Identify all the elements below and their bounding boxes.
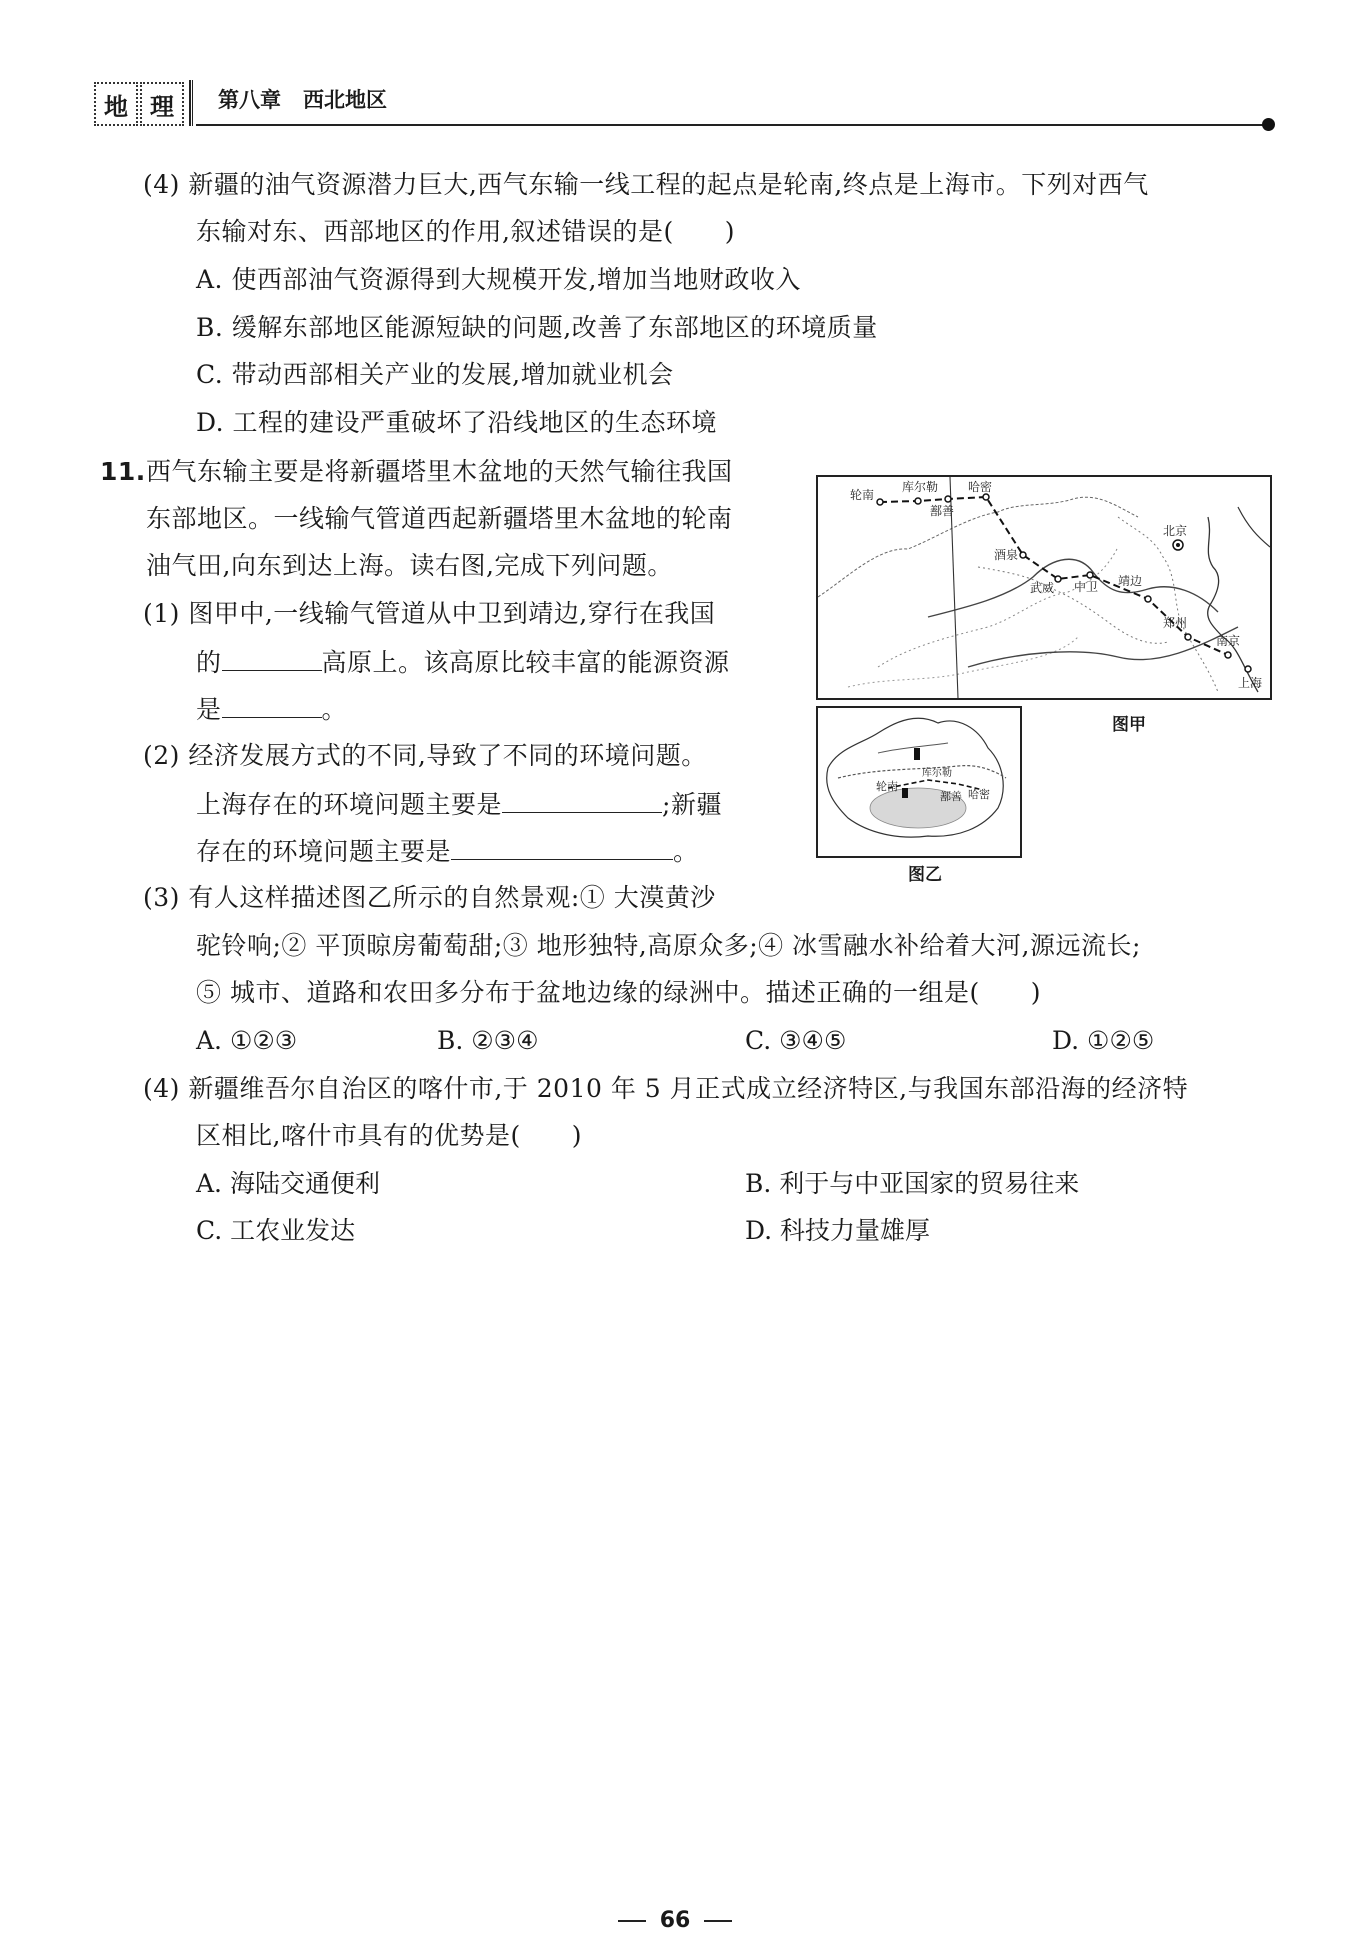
city-marker-shanghai — [1245, 666, 1251, 672]
q10-4-option-b: B. 缓解东部地区能源短缺的问题,改善了东部地区的环境质量 — [196, 313, 878, 342]
q11-4-option-a: A. 海陆交通便利 — [196, 1169, 380, 1198]
q11-4-option-d: D. 科技力量雄厚 — [745, 1216, 931, 1245]
q11-1-line2 — [196, 644, 730, 680]
chapter-heading — [218, 84, 409, 114]
q11-3-line2: 驼铃响;② 平顶晾房葡萄甜;③ 地形独特,高原众多;④ 冰雪融水补给着大河,源远流长; — [196, 931, 1141, 960]
header-rule-dot — [1262, 118, 1275, 131]
chapter-title: 西北地区 — [303, 88, 387, 112]
q11-1-line1: (1) 图甲中,一线输气管道从中卫到靖边,穿行在我国 — [143, 599, 716, 628]
q11-intro-line2: 东部地区。一线输气管道西起新疆塔里木盆地的轮南 — [146, 504, 733, 533]
subject-char-1: 地 — [94, 82, 138, 126]
city-marker-zhongwei — [1087, 572, 1093, 578]
map-jia-label-beijing: 北京 — [1163, 524, 1188, 538]
q11-intro-line3: 油气田,向东到达上海。读右图,完成下列问题。 — [146, 551, 673, 580]
q11-4-line1: (4) 新疆维吾尔自治区的喀什市,于 2010 年 5 月正式成立经济特区,与我国东部沿海的经济特 — [143, 1074, 1189, 1103]
city-marker-shanshan — [945, 496, 951, 502]
q10-4-stem-line2: 东输对东、西部地区的作用,叙述错误的是( ) — [196, 217, 735, 246]
answer-blank-shanghai[interactable] — [502, 786, 662, 813]
page-number-dash-left — [618, 1920, 646, 1922]
q11-2-line3-suffix: 。 — [673, 837, 699, 866]
map-yi-label-hami: 哈密 — [968, 788, 990, 801]
q11-number: 11. — [100, 457, 146, 486]
capital-marker-beijing-dot — [1176, 543, 1180, 547]
answer-blank-plateau[interactable] — [222, 644, 322, 671]
q11-3-option-c: C. ③④⑤ — [745, 1026, 847, 1055]
map-yi-drawing — [818, 708, 1020, 856]
header-rule — [196, 124, 1270, 126]
chapter-number: 第八章 — [218, 88, 281, 112]
q11-2-line2-suffix: ;新疆 — [662, 790, 722, 819]
q11-3-line1: (3) 有人这样描述图乙所示的自然景观:① 大漠黄沙 — [143, 883, 716, 912]
q11-4-line2: 区相比,喀什市具有的优势是( ) — [196, 1121, 582, 1150]
q11-intro-line1: 西气东输主要是将新疆塔里木盆地的天然气输往我国 — [146, 457, 733, 486]
q11-4-option-b: B. 利于与中亚国家的贸易往来 — [745, 1169, 1080, 1198]
map-jia-label-zhongwei: 中卫 — [1074, 580, 1099, 594]
header-separator — [189, 80, 193, 126]
map-jia-label-korla: 库尔勒 — [902, 480, 939, 494]
city-marker-lunnan — [877, 499, 883, 505]
map-jia-label-zhengzhou: 郑州 — [1163, 616, 1188, 630]
map-jia-label-lunnan: 轮南 — [850, 488, 875, 502]
city-marker-jiuquan — [1020, 552, 1026, 558]
map-yi — [816, 706, 1022, 858]
q11-3-option-a: A. ①②③ — [196, 1026, 298, 1055]
city-marker-nanjing — [1225, 652, 1231, 658]
map-jia-label-jiuquan: 酒泉 — [994, 548, 1019, 562]
q11-3-option-b: B. ②③④ — [437, 1026, 539, 1055]
map-jia-label-wuwei: 武威 — [1030, 581, 1055, 595]
map-yi-caption: 图乙 — [908, 865, 942, 885]
map-jia-caption: 图甲 — [1112, 715, 1146, 735]
map-yi-landmark-1 — [914, 748, 920, 760]
q11-4-option-c: C. 工农业发达 — [196, 1216, 356, 1245]
map-yi-label-lunnan: 轮南 — [876, 780, 898, 793]
city-marker-wuwei — [1055, 576, 1061, 582]
q11-2-line3 — [196, 833, 699, 869]
map-jia-label-shanshan: 鄯善 — [930, 504, 955, 518]
map-jia-drawing — [818, 477, 1270, 698]
q11-2-line2-prefix: 上海存在的环境问题主要是 — [196, 790, 503, 819]
q11-2-line1: (2) 经济发展方式的不同,导致了不同的环境问题。 — [143, 741, 707, 770]
subject-char-2: 理 — [140, 82, 184, 126]
map-jia — [816, 475, 1272, 700]
q11-3-line3: ⑤ 城市、道路和农田多分布于盆地边缘的绿洲中。描述正确的一组是( ) — [196, 978, 1041, 1007]
q10-4-option-a: A. 使西部油气资源得到大规模开发,增加当地财政收入 — [196, 265, 801, 294]
page-number-value: 66 — [659, 1908, 691, 1933]
map-yi-label-korla: 库尔勒 — [922, 768, 952, 779]
city-marker-zhengzhou — [1185, 634, 1191, 640]
q11-1-line3 — [196, 691, 347, 727]
page-number — [0, 1908, 1350, 1933]
map-jia-label-nanjing: 南京 — [1216, 634, 1241, 648]
q11-1-line2-prefix: 的 — [196, 648, 222, 677]
q11-1-line2-suffix: 高原上。该高原比较丰富的能源资源 — [321, 648, 730, 677]
page-number-dash-right — [704, 1920, 732, 1922]
map-jia-label-hami: 哈密 — [968, 480, 993, 494]
map-jia-label-jingbian: 靖边 — [1118, 574, 1143, 588]
map-jia-label-shanghai: 上海 — [1238, 676, 1263, 690]
city-marker-hami — [983, 494, 989, 500]
city-marker-korla — [915, 498, 921, 504]
q10-4-option-d: D. 工程的建设严重破坏了沿线地区的生态环境 — [196, 408, 718, 437]
map-yi-label-shanshan: 鄯善 — [940, 790, 962, 803]
q11-1-line3-suffix: 。 — [321, 695, 348, 724]
answer-blank-energy[interactable] — [222, 691, 322, 718]
q11-1-line3-prefix: 是 — [196, 695, 222, 724]
q11-2-line3-prefix: 存在的环境问题主要是 — [196, 837, 452, 866]
answer-blank-xinjiang[interactable] — [451, 833, 673, 860]
q11-2-line2 — [196, 786, 722, 822]
city-marker-jingbian — [1145, 596, 1151, 602]
q10-4-stem-line1: (4) 新疆的油气资源潜力巨大,西气东输一线工程的起点是轮南,终点是上海市。下列对西气 — [143, 170, 1149, 199]
map-yi-landmark-2 — [902, 788, 908, 798]
q11-3-option-d: D. ①②⑤ — [1052, 1026, 1155, 1055]
q10-4-option-c: C. 带动西部相关产业的发展,增加就业机会 — [196, 360, 674, 389]
